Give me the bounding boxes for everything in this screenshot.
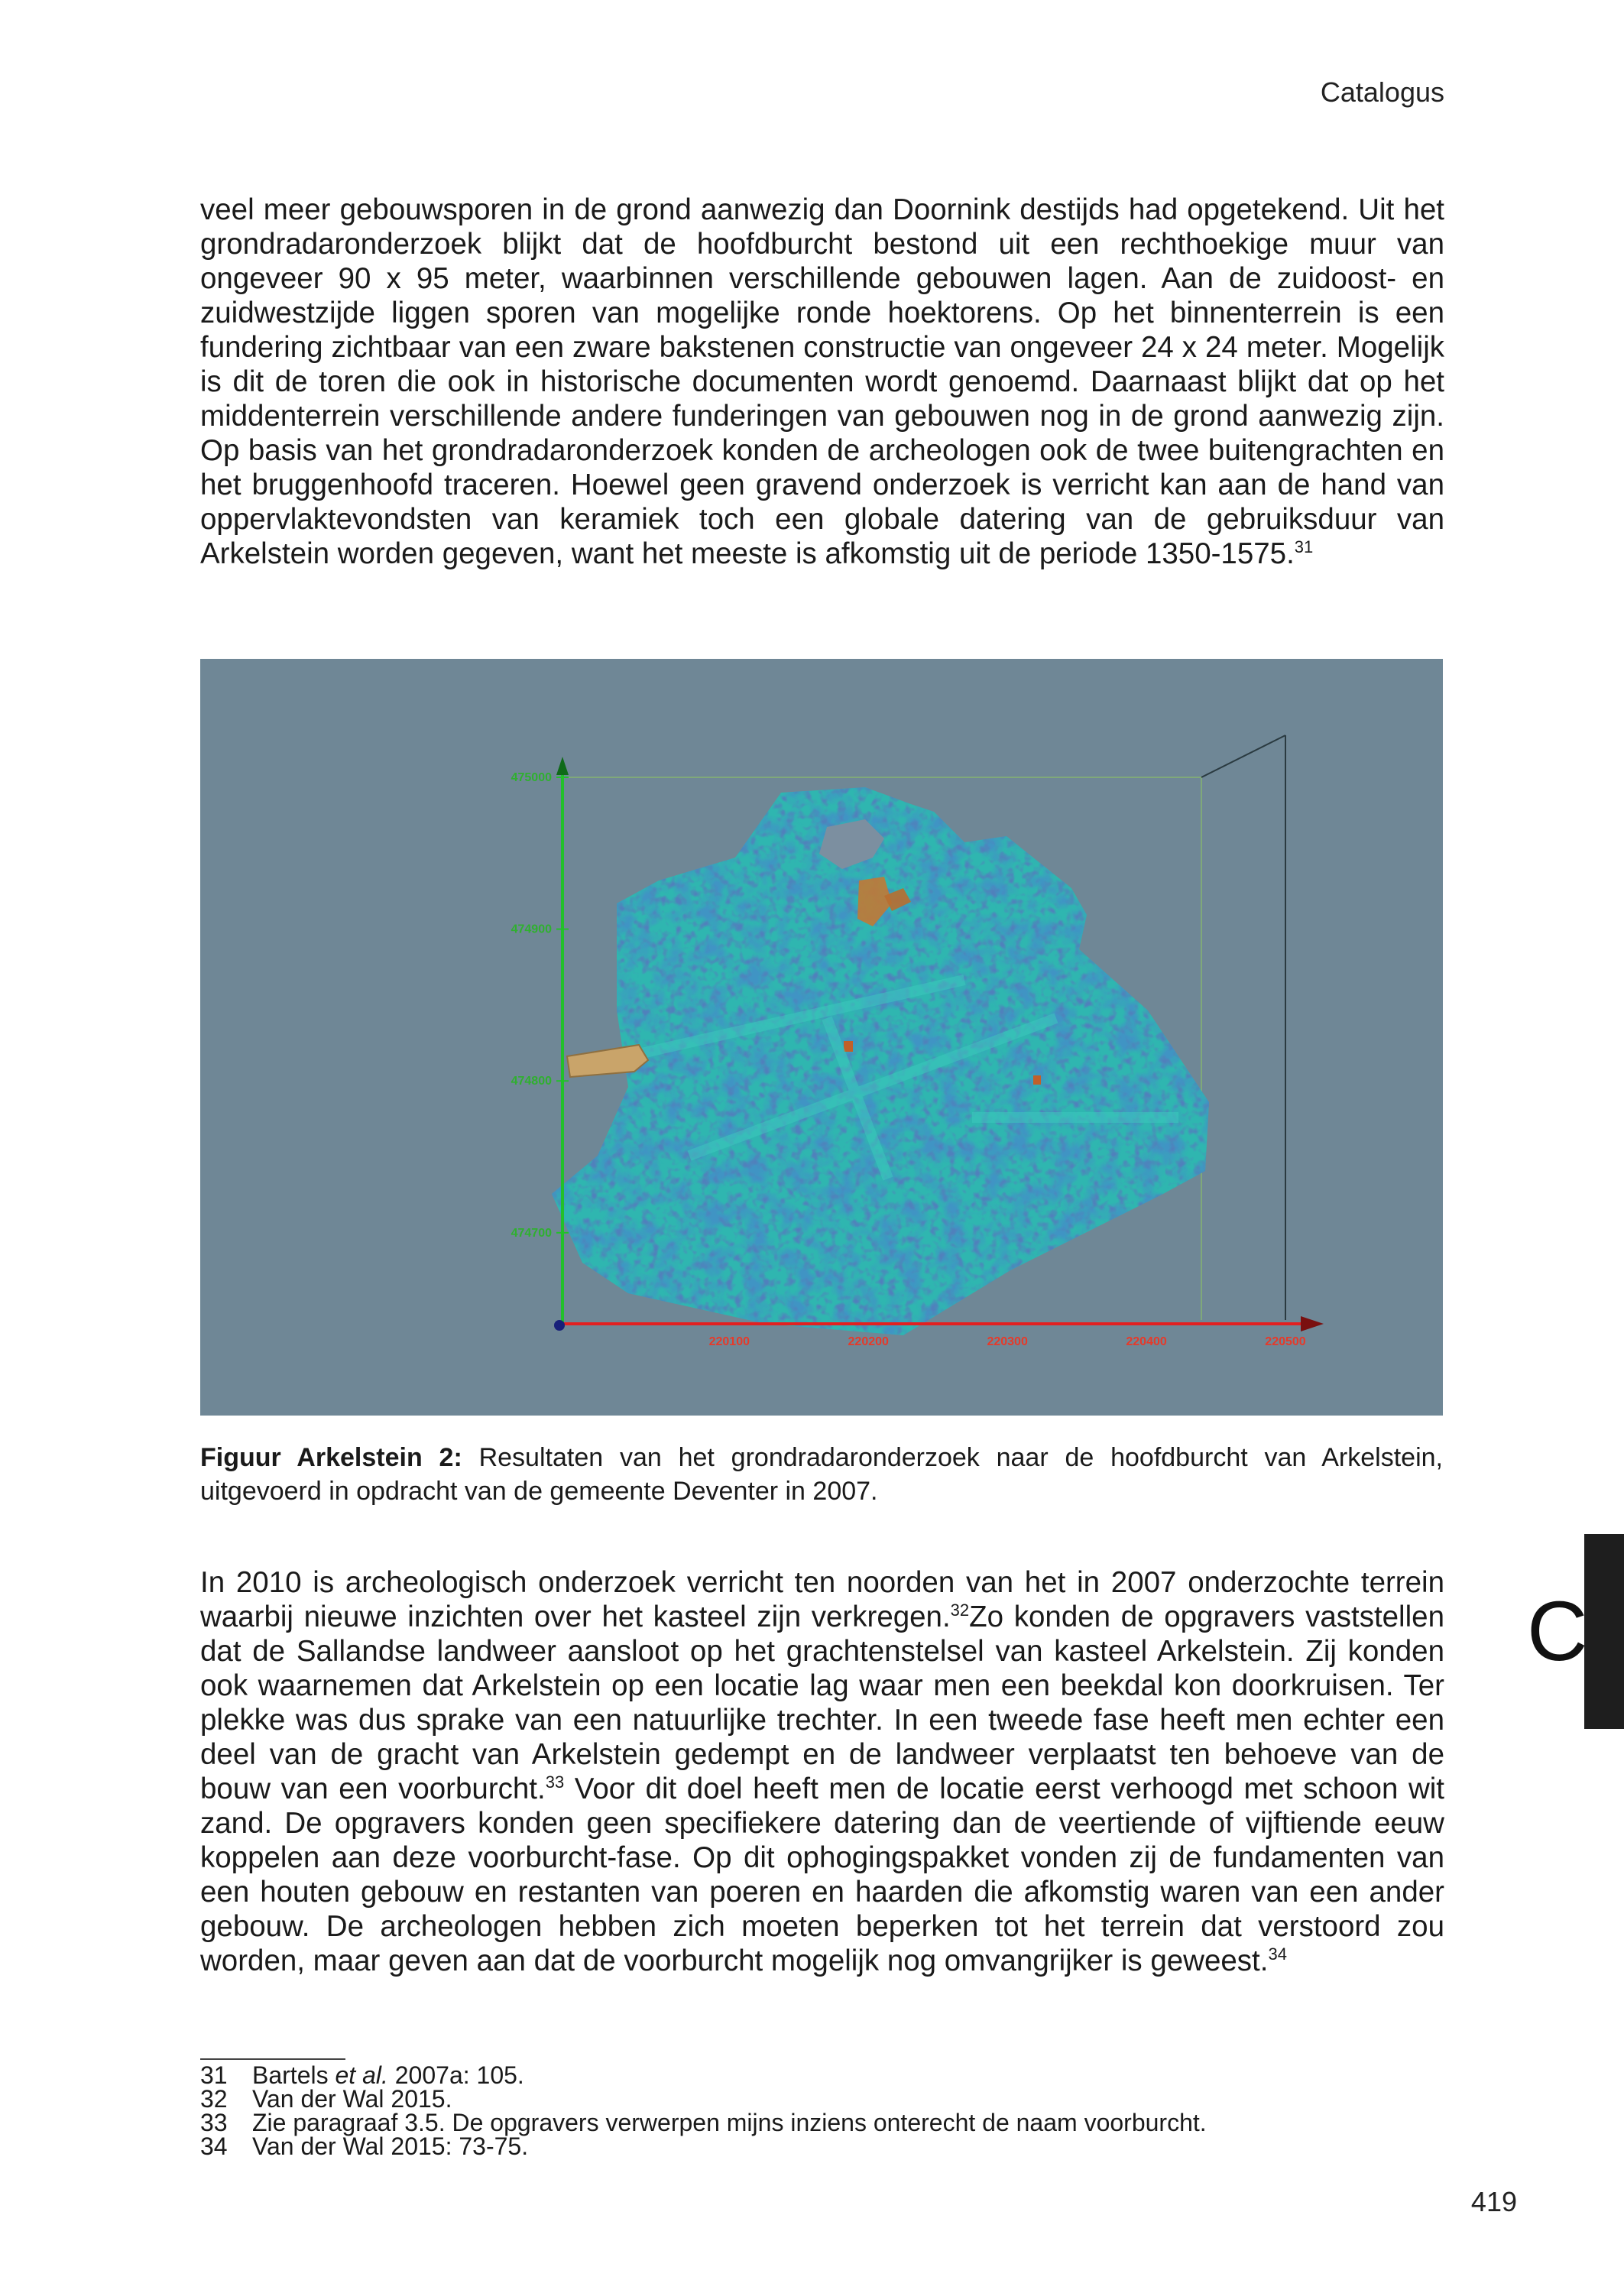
footnote-text: Zie paragraaf 3.5. De opgravers verwerpen mijns inziens onterecht de naam voorburcht. [252,2109,1207,2136]
running-header: Catalogus [1320,76,1444,108]
paragraph-2 [200,1565,1444,1978]
gpr-feature-dot [1033,1075,1041,1085]
chapter-letter: C [1527,1584,1588,1678]
gpr-figure [200,659,1443,1416]
origin-marker [554,1320,565,1331]
footnotes [200,2061,1207,2160]
page-number: 419 [1470,2186,1517,2217]
footnote [200,2111,1207,2135]
footnote-number: 33 [200,2109,228,2136]
footnote-ref-32[interactable]: 32 [950,1601,970,1620]
x-axis-arrow [1301,1316,1324,1331]
paragraph-2-part-1: In 2010 is archeologisch onderzoek verricht ten noorden van het in 2007 onderzochte terrein waarbij nieuwe inzichten over het kasteel zijn verkregen. [200,1566,1444,1633]
footnote-text: Bartels et al. 2007a: 105. [252,2061,524,2089]
y-tick-label: 474800 [511,1075,552,1088]
footnote-text: Van der Wal 2015. [252,2085,452,2113]
y-tick-label: 474900 [511,923,552,936]
footnote-separator [200,2058,345,2060]
caption-text: Resultaten van het grondradaronderzoek naar de hoofdburcht van Arkelstein, uitgevoerd in opdracht van de gemeente Deventer in 2007. [200,1443,1443,1506]
gpr-plot [200,659,1443,1416]
footnote [200,2087,1207,2111]
footnote [200,2132,1207,2160]
footnote-number: 31 [200,2061,228,2089]
footnote-text: Van der Wal 2015: 73-75. [252,2132,529,2160]
caption-label: Figuur Arkelstein 2: [200,1443,462,1472]
figure-caption [200,1441,1443,1508]
footnote-ref-33[interactable]: 33 [545,1772,565,1792]
paragraph-1 [200,193,1444,571]
paragraph-2-part-3: Voor dit doel heeft men de locatie eerst verhoogd met schoon wit zand. De opgravers konden geen specifiekere datering dan de veertiende of vijftiende eeuw koppelen aan deze voorburcht-fase. Op dit ophogingspakket vonden zij de fundamenten van een houten gebouw en restanten van poeren en haarden die afkomstig waren van een ander gebouw. De archeologen hebben zich moeten beperken tot het terrein dat verstoord zou worden, maar geven aan dat de voorburcht mogelijk nog omvangrijker is geweest. [200,1772,1444,1977]
x-tick-label: 220300 [987,1335,1028,1348]
paragraph-2-part-2: Zo konden de opgravers vaststellen dat de Sallandse landweer aansloot op het grachtenstelsel van kasteel Arkelstein. Zij konden ook waarnemen dat Arkelstein op een locatie lag waar men een beekdal kon doorkruisen. Ter plekke was dus sprake van een natuurlijke trechter. In een tweede fase heeft men echter een deel van de gracht van Arkelstein gedempt en de landweer verplaatst ten behoeve van de bouw van een voorburcht. [200,1601,1444,1805]
y-tick-label: 474700 [511,1226,552,1240]
x-tick-label: 220200 [848,1335,889,1348]
chapter-tab [1584,1534,1624,1729]
footnote-ref-34[interactable]: 34 [1268,1944,1287,1964]
paragraph-1-text: veel meer gebouwsporen in de grond aanwezig dan Doornink destijds had opgetekend. Uit het grondradaronderzoek blijkt dat de hoofdburcht bestond uit een rechthoekige muur van ongeveer 90 x 95 meter, waarbinnen verschillende gebouwen lagen. Aan de zuidoost- en zuidwestzijde liggen sporen van mogelijke ronde hoektorens. Op het binnenterrein is een fundering zichtbaar van een zware bakstenen constructie van ongeveer 24 x 24 meter. Mogelijk is dit de toren die ook in historische documenten wordt genoemd. Daarnaast blijkt dat op het middenterrein verschillende andere funderingen van gebouwen nog in de grond aanwezig zijn. Op basis van het grondradaronderzoek konden de archeologen ook de twee buitengrachten en het bruggenhoofd traceren. Hoewel geen gravend onderzoek is verricht kan aan de hand van oppervlaktevondsten van keramiek toch een globale datering van de gebruiksduur van Arkelstein worden gegeven, want het meeste is afkomstig uit de periode 1350-1575. [200,193,1444,570]
x-tick-label: 220400 [1126,1335,1167,1348]
y-axis-arrow [556,757,569,775]
footnote-number: 32 [200,2085,228,2113]
y-tick-label: 475000 [511,771,552,784]
footnote [200,2061,1207,2089]
footnote-ref-31[interactable]: 31 [1294,537,1314,557]
footnote-number: 34 [200,2132,228,2160]
x-tick-label: 220100 [708,1335,750,1348]
gpr-survey-area [552,787,1209,1335]
x-tick-label: 220500 [1265,1335,1306,1348]
gpr-feature-dot [844,1041,853,1052]
